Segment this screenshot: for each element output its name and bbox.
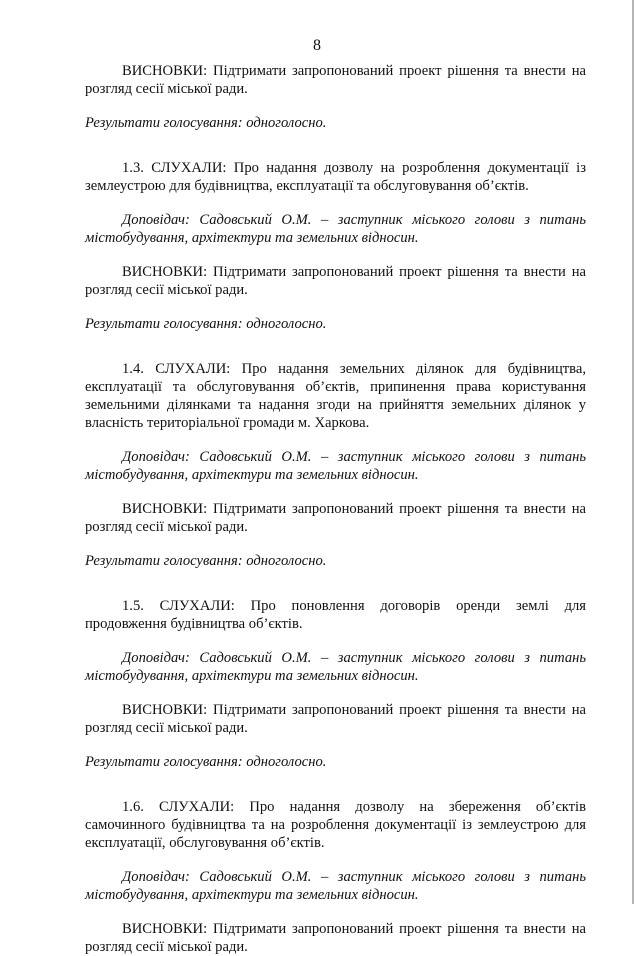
speaker-paragraph: Доповідач: Садовський О.М. – заступник міського голови з питань містобудування, архітектури та земельних відносин. xyxy=(85,869,586,903)
voting-result: Результати голосування: одноголосно. xyxy=(85,115,327,131)
document-body xyxy=(85,62,586,956)
conclusion-paragraph: ВИСНОВКИ: Підтримати запропонований проект рішення та внести на розгляд сесії міської ради. xyxy=(85,264,586,298)
agenda-item-heard: 1.3. СЛУХАЛИ: Про надання дозволу на розроблення документації із землеустрою для будівництва, експлуатації та обслуговування об’єктів. xyxy=(85,160,586,194)
conclusion-paragraph: ВИСНОВКИ: Підтримати запропонований проект рішення та внести на розгляд сесії міської ради. xyxy=(85,501,586,535)
voting-result: Результати голосування: одноголосно. xyxy=(85,754,327,770)
conclusion-paragraph: ВИСНОВКИ: Підтримати запропонований проект рішення та внести на розгляд сесії міської ради. xyxy=(85,921,586,955)
page-number: 8 xyxy=(313,37,321,54)
speaker-paragraph: Доповідач: Садовський О.М. – заступник міського голови з питань містобудування, архітектури та земельних відносин. xyxy=(85,449,586,483)
speaker-paragraph: Доповідач: Садовський О.М. – заступник міського голови з питань містобудування, архітектури та земельних відносин. xyxy=(85,650,586,684)
agenda-item-heard: 1.6. СЛУХАЛИ: Про надання дозволу на збереження об’єктів самочинного будівництва та на розроблення документації із землеустрою для експлуатації, обслуговування об’єктів. xyxy=(85,799,586,851)
voting-result: Результати голосування: одноголосно. xyxy=(85,316,327,332)
voting-result: Результати голосування: одноголосно. xyxy=(85,553,327,569)
conclusion-paragraph: ВИСНОВКИ: Підтримати запропонований проект рішення та внести на розгляд сесії міської ради. xyxy=(85,702,586,736)
agenda-item-heard: 1.5. СЛУХАЛИ: Про поновлення договорів оренди землі для продовження будівництва об’єктів. xyxy=(85,598,586,632)
conclusion-paragraph: ВИСНОВКИ: Підтримати запропонований проект рішення та внести на розгляд сесії міської ради. xyxy=(85,63,586,97)
agenda-item-heard: 1.4. СЛУХАЛИ: Про надання земельних ділянок для будівництва, експлуатації та обслуговування об’єктів, припинення права користування земельними ділянками та надання згоди на прийняття земельних ділянок у власність територіальної громади м. Харкова. xyxy=(85,361,586,431)
speaker-paragraph: Доповідач: Садовський О.М. – заступник міського голови з питань містобудування, архітектури та земельних відносин. xyxy=(85,212,586,246)
